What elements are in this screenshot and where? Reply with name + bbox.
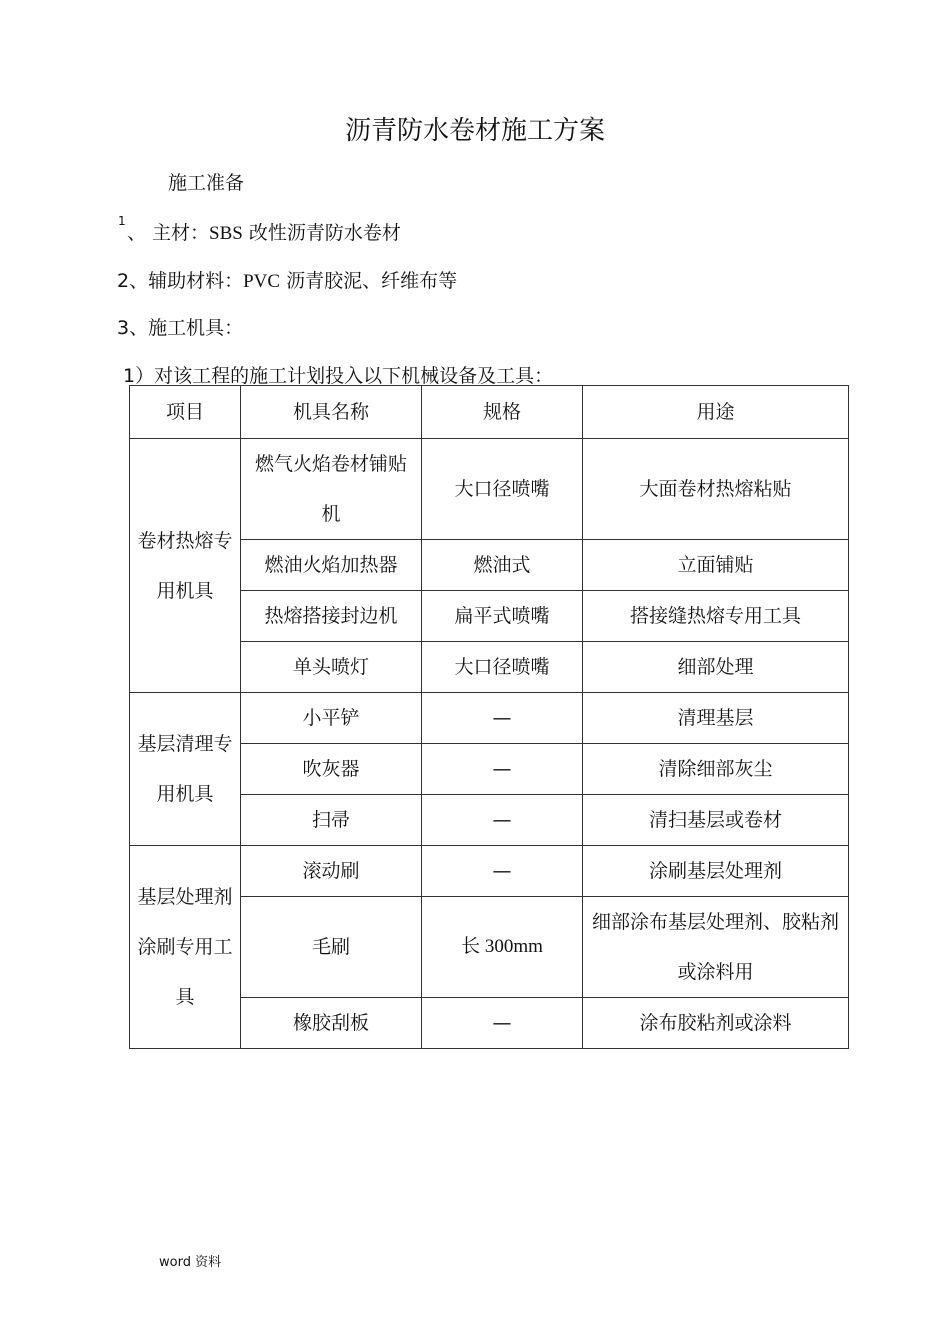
category-cell: 基层清理专用机具 [130, 693, 241, 846]
tool-name-cell: 热熔搭接封边机 [241, 591, 422, 642]
header-use: 用途 [583, 386, 849, 439]
item1-number: 1 [118, 214, 126, 228]
spec-cell: 燃油式 [422, 540, 583, 591]
category-cell: 卷材热熔专用机具 [130, 439, 241, 693]
tools-table [129, 385, 849, 1049]
header-spec: 规格 [422, 386, 583, 439]
tool-name-cell: 滚动刷 [241, 846, 422, 897]
item1-prefix: 、 主材： [127, 222, 210, 244]
spec-cell: 扁平式喷嘴 [422, 591, 583, 642]
spec-cell: 大口径喷嘴 [422, 642, 583, 693]
document-title: 沥青防水卷材施工方案 [344, 116, 605, 146]
tool-name-cell: 橡胶刮板 [241, 998, 422, 1049]
use-cell: 清理基层 [583, 693, 849, 744]
item2-suffix: 沥青胶泥、纤维布等 [280, 270, 458, 292]
spec-cell: — [422, 693, 583, 744]
tool-name-cell: 燃油火焰加热器 [241, 540, 422, 591]
use-cell: 搭接缝热熔专用工具 [583, 591, 849, 642]
tool-name-cell: 吹灰器 [241, 744, 422, 795]
use-cell: 立面铺贴 [583, 540, 849, 591]
table-row [130, 693, 849, 744]
item1-main-material [127, 218, 401, 245]
item2-latin: PVC [243, 271, 281, 292]
spec-cell: 长 300mm [422, 897, 583, 998]
spec-cell: — [422, 795, 583, 846]
spec-cell: — [422, 998, 583, 1049]
use-cell: 清除细部灰尘 [583, 744, 849, 795]
item2-auxiliary-materials [117, 266, 457, 293]
table-row [130, 846, 849, 897]
use-cell: 涂布胶粘剂或涂料 [583, 998, 849, 1049]
tool-name-cell: 扫帚 [241, 795, 422, 846]
spec-cell: — [422, 846, 583, 897]
use-cell: 细部涂布基层处理剂、胶粘剂或涂料用 [583, 897, 849, 998]
item3-sub-intro: 1）对该工程的施工计划投入以下机械设备及工具： [123, 365, 554, 387]
item2-prefix: 2、辅助材料： [117, 270, 244, 292]
spec-cell: — [422, 744, 583, 795]
use-cell: 细部处理 [583, 642, 849, 693]
header-item: 项目 [130, 386, 241, 439]
tool-name-cell: 单头喷灯 [241, 642, 422, 693]
table-header-row [130, 386, 849, 439]
item1-suffix: 改性沥青防水卷材 [242, 222, 401, 244]
table-row [130, 439, 849, 540]
item3-construction-tools: 3、施工机具： [117, 317, 244, 339]
tool-name-cell: 燃气火焰卷材铺贴机 [241, 439, 422, 540]
section-heading: 施工准备 [168, 172, 245, 194]
item1-latin: SBS [209, 223, 243, 244]
footer-label: word 资料 [159, 1255, 222, 1270]
tool-name-cell: 小平铲 [241, 693, 422, 744]
tool-name-cell: 毛刷 [241, 897, 422, 998]
category-cell: 基层处理剂涂刷专用工具 [130, 846, 241, 1049]
use-cell: 清扫基层或卷材 [583, 795, 849, 846]
spec-cell: 大口径喷嘴 [422, 439, 583, 540]
use-cell: 涂刷基层处理剂 [583, 846, 849, 897]
use-cell: 大面卷材热熔粘贴 [583, 439, 849, 540]
header-tool-name: 机具名称 [241, 386, 422, 439]
